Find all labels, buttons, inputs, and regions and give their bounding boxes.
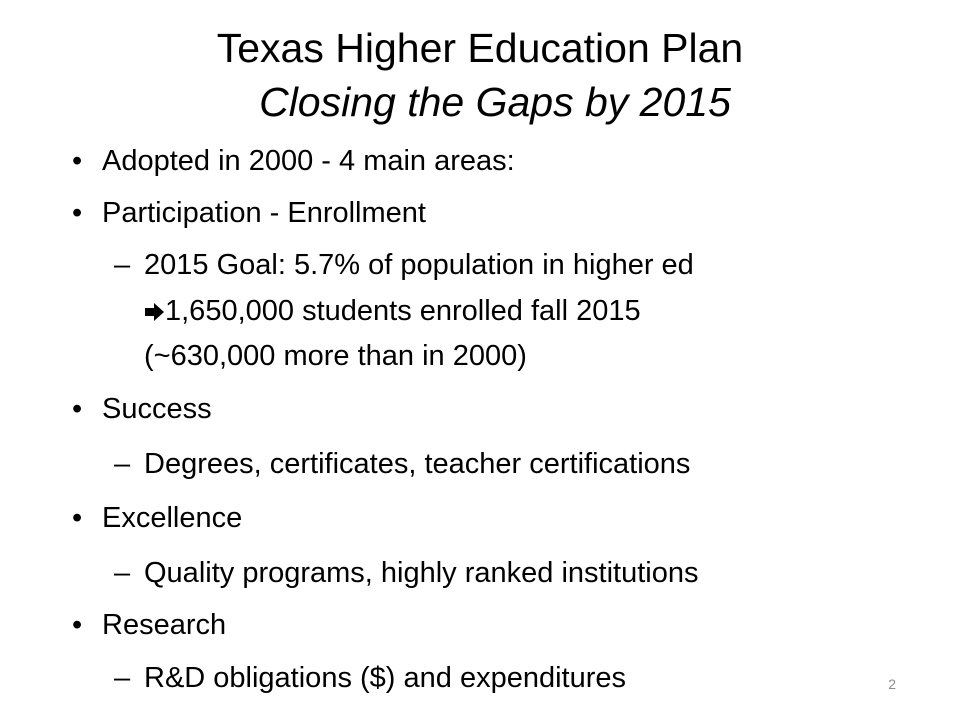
slide-title: Texas Higher Education Plan <box>216 25 744 71</box>
bullet-dot: • <box>72 197 83 229</box>
sub-bullet-dash: – <box>114 557 131 589</box>
bullet-text: Adopted in 2000 - 4 main areas: <box>102 145 515 177</box>
bullet-dot: • <box>72 502 83 534</box>
bullet-dot: • <box>72 145 83 177</box>
sub-bullet-text: 2015 Goal: 5.7% of population in higher ed <box>144 249 694 281</box>
sub-bullet-dash: – <box>114 448 131 480</box>
sub-bullet-text-continued <box>144 293 641 329</box>
bullet-dot: • <box>72 393 83 425</box>
bullet-text: Research <box>102 609 227 641</box>
sub-bullet-text: Degrees, certificates, teacher certifications <box>144 448 691 480</box>
sub-bullet-text: (~630,000 more than in 2000) <box>144 340 527 372</box>
sub-bullet-text: Quality programs, highly ranked institutions <box>144 557 699 589</box>
page-number: 2 <box>888 676 896 692</box>
bullet-text: Excellence <box>102 502 243 534</box>
bullet-text: Success <box>102 393 212 425</box>
sub-bullet-text: 1,650,000 students enrolled fall 2015 <box>165 295 641 327</box>
sub-bullet-dash: – <box>114 249 131 281</box>
bullet-dot: • <box>72 609 83 641</box>
sub-bullet-dash: – <box>114 662 131 694</box>
right-arrow-icon <box>144 302 165 322</box>
bullet-text: Participation - Enrollment <box>102 197 426 229</box>
sub-bullet-text: R&D obligations ($) and expenditures <box>144 662 626 694</box>
slide-subtitle: Closing the Gaps by 2015 <box>259 79 731 125</box>
